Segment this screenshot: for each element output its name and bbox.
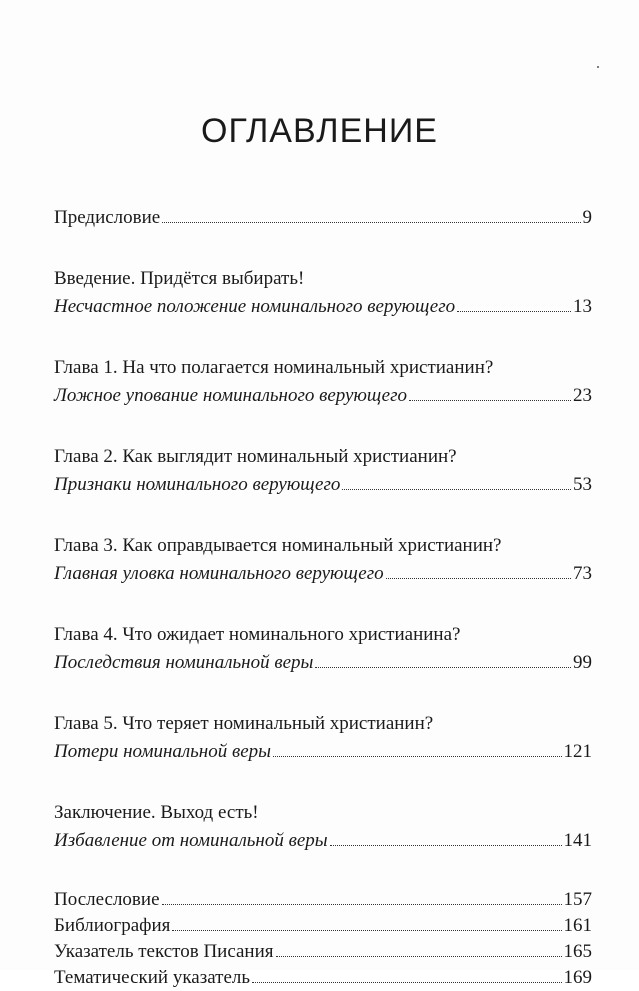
toc-entry-title: Предисловие: [54, 207, 161, 228]
toc-chapter-heading: Глава 2. Как выглядит номинальный христианин?: [54, 446, 457, 467]
toc-line: [54, 560, 592, 588]
toc-chapter-heading: Глава 4. Что ожидает номинального христианина?: [54, 624, 461, 645]
toc-line: [54, 471, 592, 499]
toc-entry-subtitle: Последствия номинальной веры: [54, 652, 314, 673]
dot-leader: [409, 400, 571, 401]
toc-entry-conclusion[interactable]: [54, 799, 592, 855]
dot-leader: [330, 845, 562, 846]
toc-chapter-heading: Введение. Придётся выбирать!: [54, 268, 305, 289]
toc-chapter-heading: Глава 3. Как оправдывается номинальный христианин?: [54, 535, 502, 556]
toc-page-number: 165: [563, 941, 592, 962]
toc-page-number: 99: [573, 652, 592, 673]
toc-line: [54, 738, 592, 766]
toc-entry-subtitle: Признаки номинального верующего: [54, 474, 341, 495]
toc-entry-scripture-index[interactable]: [54, 939, 592, 965]
toc-page-number: 141: [563, 830, 592, 851]
dot-leader: [386, 578, 571, 579]
toc-page-number: 157: [563, 889, 592, 910]
page-title: ОГЛАВЛЕНИЕ: [201, 112, 438, 150]
toc-entry-title: Указатель текстов Писания: [54, 941, 274, 962]
toc-entry-chapter-3[interactable]: [54, 532, 592, 588]
toc-page-number: 9: [582, 207, 592, 228]
toc-page-number: 121: [563, 741, 592, 762]
toc-page-number: 23: [573, 385, 592, 406]
toc-entry-title: Послесловие: [54, 889, 160, 910]
toc-line: [54, 293, 592, 321]
toc-page-number: 53: [573, 474, 592, 495]
toc-entry-chapter-2[interactable]: [54, 443, 592, 499]
toc-entry-afterword[interactable]: [54, 887, 592, 913]
toc-entry-subtitle: Избавление от номинальной веры: [54, 830, 328, 851]
dot-leader: [162, 904, 562, 905]
dot-leader: [276, 956, 562, 957]
toc-entry-subject-index[interactable]: [54, 965, 592, 991]
dot-leader: [252, 982, 561, 983]
toc-entry-subtitle: Несчастное положение номинального верующего: [54, 296, 456, 317]
dot-leader: [162, 222, 580, 223]
toc-line: [54, 827, 592, 855]
toc-entry-chapter-1[interactable]: [54, 354, 592, 410]
toc-entry-bibliography[interactable]: [54, 913, 592, 939]
toc-entry-title: Библиография: [54, 915, 171, 936]
toc-chapter-heading: Глава 5. Что теряет номинальный христианин?: [54, 713, 434, 734]
toc-entry-introduction[interactable]: [54, 265, 592, 321]
toc-entry-subtitle: Потери номинальной веры: [54, 741, 272, 762]
toc-entry-subtitle: Ложное упование номинального верующего: [54, 385, 408, 406]
toc-line: [54, 649, 592, 677]
table-of-contents: [54, 204, 592, 991]
toc-page-number: 73: [573, 563, 592, 584]
dot-leader: [273, 756, 561, 757]
toc-entry-title: Тематический указатель: [54, 967, 251, 988]
toc-page-number: 13: [573, 296, 592, 317]
toc-line: [54, 382, 592, 410]
toc-page-number: 161: [563, 915, 592, 936]
toc-entry-chapter-4[interactable]: [54, 621, 592, 677]
dot-leader: [172, 930, 561, 931]
dot-leader: [457, 311, 571, 312]
toc-entry-subtitle: Главная уловка номинального верующего: [54, 563, 384, 584]
toc-entry-chapter-5[interactable]: [54, 710, 592, 766]
toc-chapter-heading: Глава 1. На что полагается номинальный христианин?: [54, 357, 494, 378]
toc-end-matter: [54, 887, 592, 991]
toc-chapter-heading: Заключение. Выход есть!: [54, 802, 259, 823]
toc-page-number: 169: [563, 967, 592, 988]
dot-leader: [315, 667, 571, 668]
toc-line: [54, 204, 592, 232]
toc-entry-preface[interactable]: [54, 204, 592, 232]
page-speck: [597, 66, 599, 68]
dot-leader: [342, 489, 571, 490]
